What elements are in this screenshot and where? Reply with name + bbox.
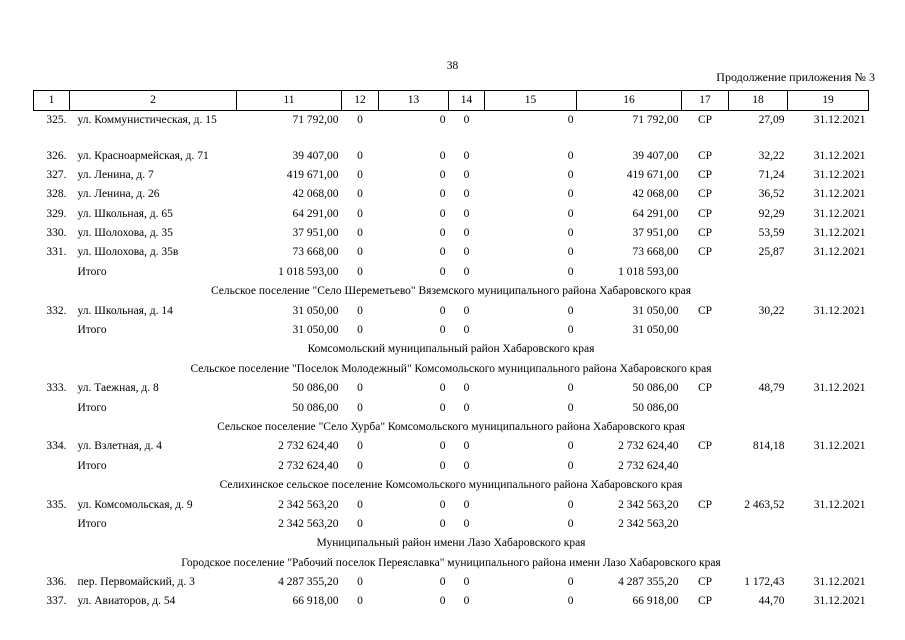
col-13-value: 0 (439, 576, 446, 589)
column-header: 13 (379, 91, 449, 111)
row-number: 336. (46, 576, 67, 589)
col-15-value: 0 (567, 382, 574, 395)
col-17-value: СР (697, 227, 713, 240)
col-13-value: 0 (439, 498, 446, 511)
col-12-value: 0 (357, 114, 363, 126)
row-number: 331. (46, 246, 67, 259)
col-17-value: СР (697, 188, 713, 201)
col-19-date: 31.12.2021 (813, 114, 866, 126)
address: ул. Авиаторов, д. 54 (77, 595, 176, 608)
col-12-value: 0 (357, 595, 363, 608)
col-18-value (729, 321, 788, 340)
col-14-value: 0 (463, 324, 470, 337)
table-row (34, 243, 869, 262)
row-number (34, 457, 70, 476)
col-13-value: 0 (439, 114, 446, 126)
col-18-value: 32,22 (758, 149, 785, 162)
col-15-value: 0 (567, 227, 574, 240)
col-11-value: 2 732 624,40 (278, 459, 339, 472)
col-19-date: 31.12.2021 (813, 498, 866, 511)
row-number (34, 263, 70, 282)
column-header: 18 (729, 91, 788, 111)
col-16-value: 37 951,00 (632, 227, 679, 240)
appendix-continuation-note: Продолжение приложения № 3 (716, 70, 875, 84)
column-header: 15 (485, 91, 577, 111)
page-number: 38 (446, 60, 459, 72)
col-13-value: 0 (439, 382, 446, 395)
col-13-value: 0 (439, 401, 446, 414)
col-16-value: 50 086,00 (632, 382, 679, 395)
col-17-value (682, 457, 729, 476)
col-15-value: 0 (567, 324, 574, 337)
row-number: 326. (46, 149, 67, 162)
col-11-value: 37 951,00 (292, 227, 339, 240)
col-16-value: 2 342 563,20 (618, 517, 679, 530)
col-13-value: 0 (439, 517, 446, 530)
col-16-value: 2 732 624,40 (618, 459, 679, 472)
section-heading: Селихинское сельское поселение Комсомольского муниципального района Хабаровского края (219, 479, 683, 492)
col-14-value: 0 (463, 595, 470, 608)
address: ул. Таежная, д. 8 (77, 382, 159, 395)
col-11-value: 64 291,00 (292, 207, 339, 220)
col-14-value: 0 (463, 459, 470, 472)
column-header: 16 (577, 91, 682, 111)
col-13-value: 0 (439, 227, 446, 240)
col-17-value: СР (697, 576, 713, 589)
row-number: 333. (46, 382, 67, 395)
col-17-value: СР (697, 149, 713, 162)
section-heading-row (34, 340, 869, 359)
col-17-value (682, 263, 729, 282)
col-11-value: 31 050,00 (292, 324, 339, 337)
col-16-value: 419 671,00 (626, 168, 679, 181)
section-heading: Сельское поселение "Поселок Молодежный" Комсомольского муниципального района Хабаровского края (190, 362, 712, 375)
col-15-value: 0 (567, 304, 574, 317)
table-row (34, 496, 869, 515)
col-14-value: 0 (463, 149, 470, 162)
col-17-value (682, 515, 729, 534)
table-row (34, 224, 869, 243)
col-16-value: 31 050,00 (632, 304, 679, 317)
col-17-value: СР (697, 114, 713, 126)
col-14-value: 0 (463, 382, 470, 395)
col-19-date: 31.12.2021 (813, 188, 866, 201)
section-heading-row (34, 418, 869, 437)
col-18-value: 48,79 (758, 382, 785, 395)
col-12-value: 0 (357, 168, 363, 181)
address: пер. Первомайский, д. 3 (77, 576, 195, 589)
col-12-value: 0 (357, 498, 363, 511)
col-13-value: 0 (439, 188, 446, 201)
row-number: 334. (46, 440, 67, 453)
section-heading-row (34, 360, 869, 379)
table-row (34, 457, 869, 476)
address: Итого (77, 459, 107, 472)
col-18-value: 36,52 (758, 188, 785, 201)
row-number: 327. (46, 168, 67, 181)
col-11-value: 419 671,00 (286, 168, 339, 181)
col-18-value: 27,09 (758, 114, 785, 126)
col-16-value: 1 018 593,00 (618, 265, 679, 278)
column-header: 19 (788, 91, 869, 111)
col-16-value: 2 732 624,40 (618, 440, 679, 453)
col-13-value: 0 (439, 595, 446, 608)
section-heading: Сельское поселение "Село Шереметьево" Вяземского муниципального района Хабаровского края (210, 285, 691, 298)
col-16-value: 66 918,00 (632, 595, 679, 608)
col-15-value: 0 (567, 517, 574, 530)
col-17-value: СР (697, 207, 713, 220)
column-header: 11 (237, 91, 342, 111)
table-body (34, 91, 869, 612)
col-16-value: 50 086,00 (632, 401, 679, 414)
col-15-value: 0 (567, 168, 574, 181)
column-header: 12 (342, 91, 379, 111)
column-header: 2 (70, 91, 237, 111)
table-row (34, 111, 869, 147)
col-14-value: 0 (463, 207, 470, 220)
section-heading: Комсомольский муниципальный район Хабаровского края (307, 343, 595, 356)
col-18-value: 25,87 (758, 246, 785, 259)
col-18-value: 71,24 (758, 168, 785, 181)
col-19-date: 31.12.2021 (813, 168, 866, 181)
col-16-value: 31 050,00 (632, 324, 679, 337)
col-19-date (788, 263, 869, 282)
col-15-value: 0 (567, 595, 574, 608)
table-row (34, 399, 869, 418)
col-11-value: 50 086,00 (292, 382, 339, 395)
col-13-value: 0 (439, 246, 446, 259)
column-header: 1 (34, 91, 70, 111)
col-19-date: 31.12.2021 (813, 246, 866, 259)
col-19-date: 31.12.2021 (813, 576, 866, 589)
address: ул. Ленина, д. 26 (77, 188, 160, 201)
col-16-value: 71 792,00 (632, 114, 679, 126)
col-14-value: 0 (463, 498, 470, 511)
col-17-value: СР (697, 595, 713, 608)
section-heading-row (34, 534, 869, 553)
col-18-value: 30,22 (758, 304, 785, 317)
table-row (34, 515, 869, 534)
col-11-value: 2 342 563,20 (278, 517, 339, 530)
col-15-value: 0 (567, 188, 574, 201)
col-12-value: 0 (357, 304, 363, 317)
address: ул. Ленина, д. 7 (77, 168, 154, 181)
col-16-value: 4 287 355,20 (618, 576, 679, 589)
appendix-table (33, 90, 869, 612)
table-row (34, 592, 869, 611)
col-14-value: 0 (463, 114, 470, 126)
col-17-value: СР (697, 440, 713, 453)
col-12-value: 0 (357, 459, 363, 472)
section-heading: Городское поселение "Рабочий поселок Переяславка" муниципального района имени Лазо Хабаровского края (181, 556, 721, 569)
table-row (34, 573, 869, 592)
row-number (34, 515, 70, 534)
col-12-value: 0 (357, 517, 363, 530)
col-19-date: 31.12.2021 (813, 382, 866, 395)
col-18-value: 814,18 (752, 440, 785, 453)
row-number: 330. (46, 227, 67, 240)
address: ул. Школьная, д. 14 (77, 304, 173, 317)
col-15-value: 0 (567, 114, 574, 126)
col-12-value: 0 (357, 188, 363, 201)
col-17-value: СР (697, 498, 713, 511)
table-row (34, 437, 869, 456)
section-heading: Сельское поселение "Село Хурба" Комсомольского муниципального района Хабаровского края (217, 420, 685, 433)
col-15-value: 0 (567, 265, 574, 278)
col-14-value: 0 (463, 304, 470, 317)
col-15-value: 0 (567, 498, 574, 511)
col-14-value: 0 (463, 401, 470, 414)
row-number: 329. (46, 207, 67, 220)
address: ул. Школьная, д. 65 (77, 207, 173, 220)
col-13-value: 0 (439, 304, 446, 317)
col-14-value: 0 (463, 440, 470, 453)
col-11-value: 71 792,00 (292, 114, 339, 126)
column-header: 17 (682, 91, 729, 111)
col-14-value: 0 (463, 188, 470, 201)
col-19-date: 31.12.2021 (813, 304, 866, 317)
col-18-value (729, 457, 788, 476)
section-heading-row (34, 476, 869, 495)
col-13-value: 0 (439, 149, 446, 162)
col-11-value: 66 918,00 (292, 595, 339, 608)
table-row (34, 147, 869, 166)
col-19-date: 31.12.2021 (813, 440, 866, 453)
table-row (34, 302, 869, 321)
row-number: 337. (46, 595, 67, 608)
col-13-value: 0 (439, 207, 446, 220)
col-18-value (729, 515, 788, 534)
col-12-value: 0 (357, 265, 363, 278)
col-13-value: 0 (439, 459, 446, 472)
col-17-value: СР (697, 304, 713, 317)
col-16-value: 2 342 563,20 (618, 498, 679, 511)
col-17-value (682, 321, 729, 340)
col-17-value: СР (697, 382, 713, 395)
col-16-value: 39 407,00 (632, 149, 679, 162)
col-12-value: 0 (357, 401, 363, 414)
address: ул. Красноармейская, д. 71 (77, 149, 209, 162)
col-11-value: 4 287 355,20 (278, 576, 339, 589)
col-13-value: 0 (439, 440, 446, 453)
col-16-value: 42 068,00 (632, 188, 679, 201)
col-19-date (788, 321, 869, 340)
col-19-date (788, 457, 869, 476)
col-18-value (729, 399, 788, 418)
row-number (34, 321, 70, 340)
col-19-date (788, 399, 869, 418)
col-12-value: 0 (357, 440, 363, 453)
col-14-value: 0 (463, 246, 470, 259)
col-18-value: 53,59 (758, 227, 785, 240)
col-13-value: 0 (439, 168, 446, 181)
col-11-value: 50 086,00 (292, 401, 339, 414)
col-19-date: 31.12.2021 (813, 595, 866, 608)
col-12-value: 0 (357, 246, 363, 259)
col-14-value: 0 (463, 168, 470, 181)
row-number (34, 399, 70, 418)
col-11-value: 42 068,00 (292, 188, 339, 201)
col-18-value: 44,70 (758, 595, 785, 608)
col-13-value: 0 (439, 324, 446, 337)
column-header-row (34, 91, 869, 111)
table-row (34, 263, 869, 282)
col-11-value: 2 732 624,40 (278, 440, 339, 453)
col-15-value: 0 (567, 207, 574, 220)
address: Итого (77, 401, 107, 414)
col-11-value: 73 668,00 (292, 246, 339, 259)
address: Итого (77, 324, 107, 337)
section-heading-row (34, 554, 869, 573)
table-row (34, 185, 869, 204)
row-number: 332. (46, 304, 67, 317)
row-number: 325. (46, 114, 67, 126)
address: ул. Взлетная, д. 4 (77, 440, 162, 453)
section-heading-row (34, 282, 869, 301)
col-16-value: 64 291,00 (632, 207, 679, 220)
col-14-value: 0 (463, 265, 470, 278)
col-18-value: 2 463,52 (744, 498, 785, 511)
col-11-value: 39 407,00 (292, 149, 339, 162)
address: ул. Шолохова, д. 35в (77, 246, 179, 259)
row-number: 335. (46, 498, 67, 511)
col-17-value (682, 399, 729, 418)
col-18-value: 92,29 (758, 207, 785, 220)
column-header: 14 (449, 91, 485, 111)
col-19-date (788, 515, 869, 534)
table-row (34, 166, 869, 185)
col-15-value: 0 (567, 576, 574, 589)
col-14-value: 0 (463, 576, 470, 589)
col-12-value: 0 (357, 227, 363, 240)
col-15-value: 0 (567, 149, 574, 162)
col-12-value: 0 (357, 207, 363, 220)
col-12-value: 0 (357, 149, 363, 162)
col-18-value: 1 172,43 (744, 576, 785, 589)
col-16-value: 73 668,00 (632, 246, 679, 259)
col-12-value: 0 (357, 382, 363, 395)
col-13-value: 0 (439, 265, 446, 278)
col-15-value: 0 (567, 440, 574, 453)
col-15-value: 0 (567, 401, 574, 414)
col-18-value (729, 263, 788, 282)
row-number: 328. (46, 188, 67, 201)
col-11-value: 2 342 563,20 (278, 498, 339, 511)
col-19-date: 31.12.2021 (813, 227, 866, 240)
table-row (34, 321, 869, 340)
col-17-value: СР (697, 168, 713, 181)
table-row (34, 205, 869, 224)
col-12-value: 0 (357, 324, 363, 337)
col-17-value: СР (697, 246, 713, 259)
col-14-value: 0 (463, 517, 470, 530)
section-heading: Муниципальный район имени Лазо Хабаровского края (316, 537, 586, 550)
col-11-value: 1 018 593,00 (278, 265, 339, 278)
col-12-value: 0 (357, 576, 363, 589)
col-14-value: 0 (463, 227, 470, 240)
col-11-value: 31 050,00 (292, 304, 339, 317)
table-row (34, 379, 869, 398)
col-19-date: 31.12.2021 (813, 207, 866, 220)
address: Итого (77, 517, 107, 530)
col-19-date: 31.12.2021 (813, 149, 866, 162)
address: ул. Шолохова, д. 35 (77, 227, 173, 240)
address: ул. Коммунистическая, д. 15 (77, 114, 217, 126)
col-15-value: 0 (567, 246, 574, 259)
address: ул. Комсомольская, д. 9 (77, 498, 193, 511)
address: Итого (77, 265, 107, 278)
col-15-value: 0 (567, 459, 574, 472)
